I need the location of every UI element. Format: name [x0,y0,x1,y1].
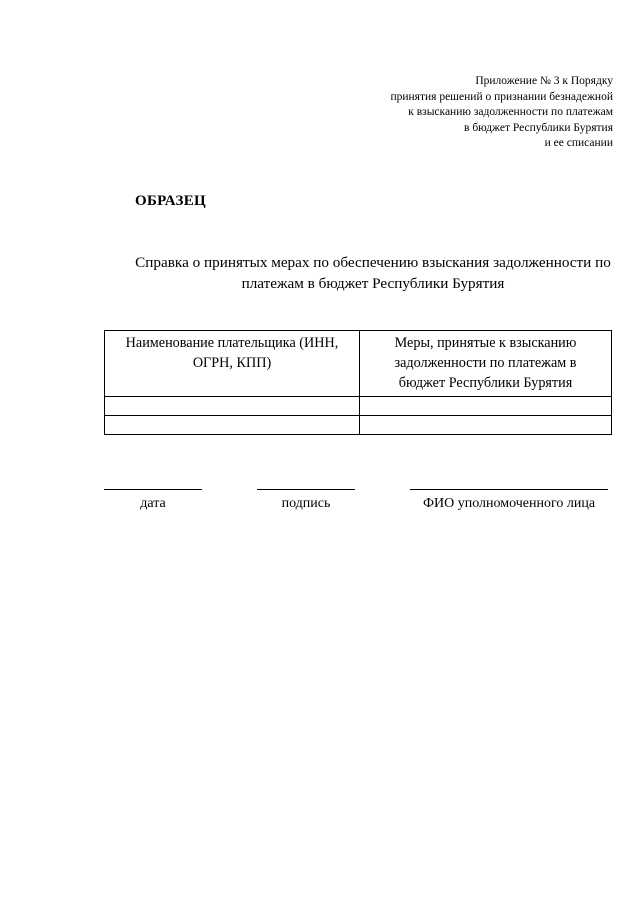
signature-label: подпись [281,496,331,511]
date-signature-block [104,489,202,525]
measures-column-header [360,331,612,397]
document-title [100,252,640,294]
title-line: Справка о принятых мерах по обеспечению взыскания задолженности по [135,254,611,271]
sample-label: ОБРАЗЕЦ [135,193,206,209]
table-cell-payer[interactable] [105,397,360,416]
table-header-row [105,331,612,397]
title-line: платежам в бюджет Республики Бурятия [241,275,505,292]
measures-table [104,330,612,435]
official-name-block [410,489,608,525]
header-line: ОГРН, КПП) [192,355,272,371]
header-line: Меры, принятые к взысканию [394,335,577,351]
payer-column-header [105,331,360,397]
header-line: задолженности по платежам в [394,355,577,371]
table-cell-measures[interactable] [360,416,612,435]
appendix-line: принятия решений о признании безнадежной [390,90,613,103]
date-label: дата [140,496,166,511]
appendix-line: в бюджет Республики Бурятия [464,121,613,134]
appendix-line: Приложение № 3 к Порядку [475,75,613,87]
appendix-line: и ее списании [544,137,613,149]
official-name-line[interactable] [410,489,608,490]
table-cell-payer[interactable] [105,416,360,435]
signature-line[interactable] [257,489,355,490]
appendix-note [293,74,613,152]
header-line: Наименование плательщика (ИНН, [125,335,339,351]
official-name-label: ФИО уполномоченного лица [422,496,596,511]
date-line[interactable] [104,489,202,490]
table-cell-measures[interactable] [360,397,612,416]
table-row [105,416,612,435]
header-line: бюджет Республики Бурятия [398,375,573,391]
signature-block [257,489,355,525]
appendix-line: к взысканию задолженности по платежам [408,106,613,118]
table-row [105,397,612,416]
